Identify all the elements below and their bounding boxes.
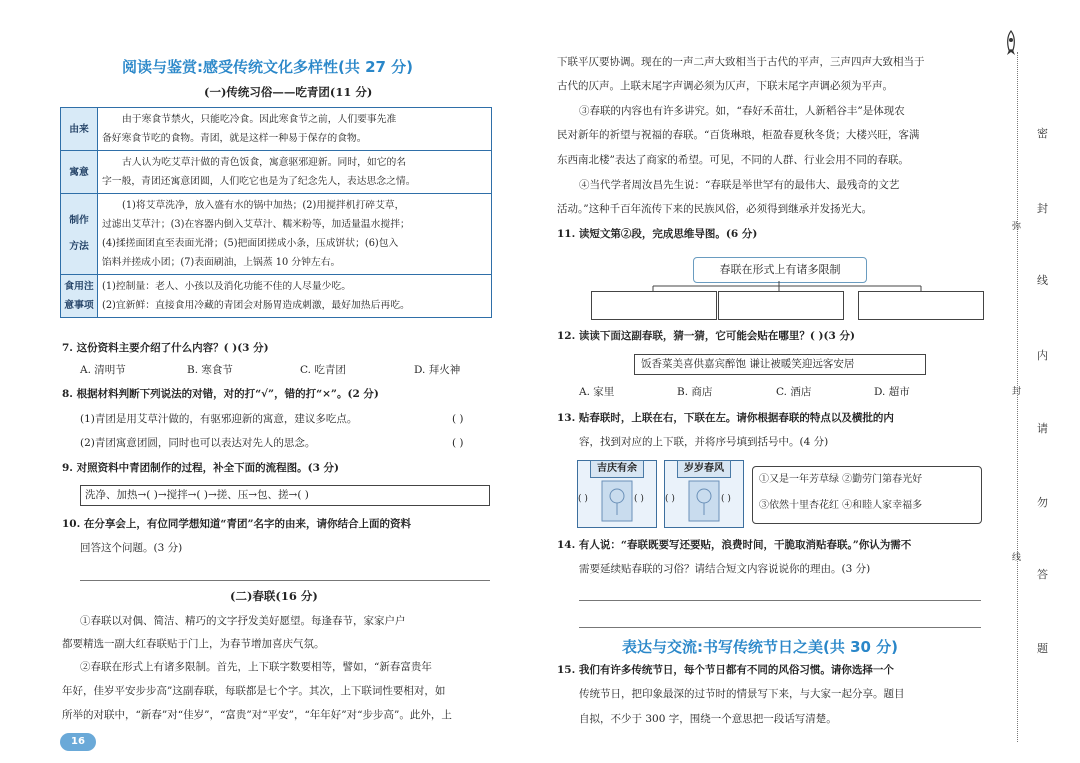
q12-option-b[interactable]: B. 商店 [677,386,713,398]
rocket-icon [1004,30,1018,56]
table-row: 寓意 古人认为吃艾草汁做的青色饭食，寓意驱邪迎新。同时，如它的名 字一般，青团还寓意团圆，人们吃它也是为了纪念先人，表达思念之情。 [61,151,492,194]
warning-char: 内 [1037,349,1048,362]
q8-answer-1[interactable]: ( ) [452,413,464,425]
question-8: 8. 根据材料判断下列说法的对错，对的打“√”，错的打“×”。(2 分) [62,388,379,400]
door-2-left-blank[interactable]: ( ) [665,494,675,504]
mindmap-center: 春联在形式上有诸多限制 [693,257,867,283]
warning-char: 题 [1037,642,1048,655]
warning-char: 线 [1037,274,1048,287]
q8-answer-2[interactable]: ( ) [452,437,464,449]
question-14: 14. 有人说：“春联既要写还要贴，浪费时间，干脆取消贴春联。”你认为需不 [557,539,912,551]
paragraph-2-line2: 年好，佳岁平安步步高”这副春联，每联都是七个字。其次，上下联词性要相对，如 [62,685,446,697]
margin-char-2: 封 [1012,387,1022,397]
row-head: 食用注意事项 [61,275,98,318]
lantern-icon [683,479,725,525]
q14-line2: 需要延续贴春联的习俗？请结合短文内容说说你的理由。(3 分) [579,563,871,575]
q12-couplet-box: 饭香菜美喜供嘉宾醉饱 谦让被暖笑迎远客安居 [634,354,926,375]
paragraph-4-line1: ④当代学者周汝昌先生说：“春联是举世罕有的最伟大、最残奇的文艺 [579,179,900,191]
q10-answer-line[interactable] [80,580,490,581]
paragraph-1-line2: 都要精选一副大红春联贴于门上，为春节增加喜庆气氛。 [62,638,325,650]
question-12: 12. 读读下面这副春联，猜一猜，它可能会贴在哪里？( )(3 分) [557,330,855,342]
q12-option-c[interactable]: C. 酒店 [776,386,812,398]
part1-title: (一)传统习俗——吃青团(11 分) [204,85,373,99]
q13-line2: 容，找到对应的上下联，并将序号填到括号中。(4 分) [579,436,829,448]
section-title-writing: 表达与交流:书写传统节日之美(共 30 分) [622,638,899,656]
table-row: 由来 由于寒食节禁火，只能吃冷食。因此寒食节之前，人们要事先准 备好寒食节吃的食物。青团，就是这样一种易于保存的食物。 [61,108,492,151]
row-head: 由来 [61,108,98,151]
q7-option-d[interactable]: D. 拜火神 [414,364,461,376]
q15-line2: 传统节日，把印象最深的过节时的情景写下来，与大家一起分享。题目 [579,688,905,700]
q14-answer-line-2[interactable] [579,627,981,628]
warning-char: 封 [1037,202,1048,215]
door-1-left-blank[interactable]: ( ) [578,494,588,504]
q8-item-1: (1)青团是用艾草汁做的，有驱邪迎新的寓意，建议多吃点。 [80,413,358,425]
q13-choices-box: ①又是一年芳草绿 ②勤劳门第春光好 ③依然十里杏花红 ④和睦人家幸福多 [752,466,982,524]
paragraph-3-line2: 民对新年的祈望与祝福的春联。“百货琳琅，柜盈春夏秋冬货；大楼兴旺，客满 [557,129,920,141]
q10-line2: 回答这个问题。(3 分) [80,542,183,554]
margin-char-1: 弥 [1012,222,1022,232]
door-1-right-blank[interactable]: ( ) [634,494,644,504]
warning-char: 答 [1037,568,1048,581]
paragraph-1-line1: ①春联以对偶、简洁、精巧的文字抒发美好愿望。每逢春节，家家户户 [80,615,406,627]
table-row: 制作方法 (1)将艾草洗净，放入盛有水的锅中加热；(2)用搅拌机打碎艾草， 过滤出艾草汁；(3)在容器内倒入艾草汁、糯米粉等，加适量温水搅拌； (4)揉搓面团直至表面光滑；(5)把面团搓成小条，压成饼状；(6)包入 馅料并搓成小团；(7)表面刷油，上锅蒸 10 分钟左右。 [61,194,492,275]
mindmap-blank-1[interactable] [591,291,717,320]
door-2-right-blank[interactable]: ( ) [721,494,731,504]
door-1 [577,460,657,528]
margin-char-3: 线 [1012,553,1022,563]
warning-char: 勿 [1037,496,1048,509]
paragraph-3-line1: ③春联的内容也有许多讲究。如，“春好禾苗壮，人新稻谷丰”是体现农 [579,105,905,117]
question-9: 9. 对照资料中青团制作的过程，补全下面的流程图。(3 分) [62,462,340,474]
mindmap-blank-3[interactable] [858,291,984,320]
info-table [60,107,492,318]
row-head: 寓意 [61,151,98,194]
table-row: 食用注意事项 (1)控制量：老人、小孩以及消化功能不佳的人尽量少吃。 (2)宜新鲜：直接食用冷藏的青团会对肠胃造成刺激，最好加热后再吃。 [61,275,492,318]
paragraph-2-line3: 所举的对联中，“新春”对“佳岁”，“富贵”对“平安”，“年年好”对“步步高”。此外，上 [62,709,452,721]
q12-option-d[interactable]: D. 超市 [874,386,910,398]
paragraph-3-line3: 东西南北楼”表达了商家的希望。可见，不同的人群、行业会用不同的春联。 [557,154,909,166]
q12-option-a[interactable]: A. 家里 [579,386,615,398]
banner-2: 岁岁春风 [677,460,731,478]
question-10: 10. 在分享会上，有位同学想知道“青团”名字的由来，请你结合上面的资料 [62,518,412,530]
banner-1: 吉庆有余 [590,460,644,478]
question-11: 11. 读短文第②段，完成思维导图。(6 分) [557,228,758,240]
q8-item-2: (2)青团寓意团圆，同时也可以表达对先人的思念。 [80,437,316,449]
paragraph-2-line5: 古代的仄声。上联末尾字声调必须为仄声，下联末尾字声调必须为平声。 [557,80,893,92]
question-7: 7. 这份资料主要介绍了什么内容？( )(3 分) [62,342,269,354]
mindmap-blank-2[interactable] [718,291,844,320]
paragraph-2-line1: ②春联在形式上有诸多限制。首先，上下联字数要相等，譬如，“新春富贵年 [80,661,432,673]
warning-char: 密 [1037,127,1048,140]
q9-flowchart[interactable]: 洗净、加热→( )→搅拌→( )→搓、压→包、搓→( ) [80,485,490,506]
paragraph-4-line2: 活动。”这种千百年流传下来的民族风俗，必须得到继承并发扬光大。 [557,203,873,215]
door-2 [664,460,744,528]
part2-title: (二)春联(16 分) [230,589,318,603]
lantern-icon [596,479,638,525]
seal-dotted-line [1017,52,1018,742]
row-head: 制作方法 [61,194,98,275]
question-15: 15. 我们有许多传统节日，每个节日都有不同的风俗习惯。请你选择一个 [557,664,894,676]
q14-answer-line-1[interactable] [579,600,981,601]
section-title-reading: 阅读与鉴赏:感受传统文化多样性(共 27 分) [122,58,414,76]
q7-option-b[interactable]: B. 寒食节 [187,364,233,376]
page-number: 16 [60,733,96,751]
warning-char: 请 [1037,422,1048,435]
paragraph-2-line4: 下联平仄要协调。现在的一声二声大致相当于古代的平声，三声四声大致相当于 [557,56,925,68]
q7-option-a[interactable]: A. 清明节 [80,364,126,376]
question-13: 13. 贴春联时，上联在右，下联在左。请你根据春联的特点以及横批的内 [557,412,894,424]
q15-line3: 自拟，不少于 300 字，围绕一个意思把一段话写清楚。 [579,713,837,725]
q7-option-c[interactable]: C. 吃青团 [300,364,346,376]
